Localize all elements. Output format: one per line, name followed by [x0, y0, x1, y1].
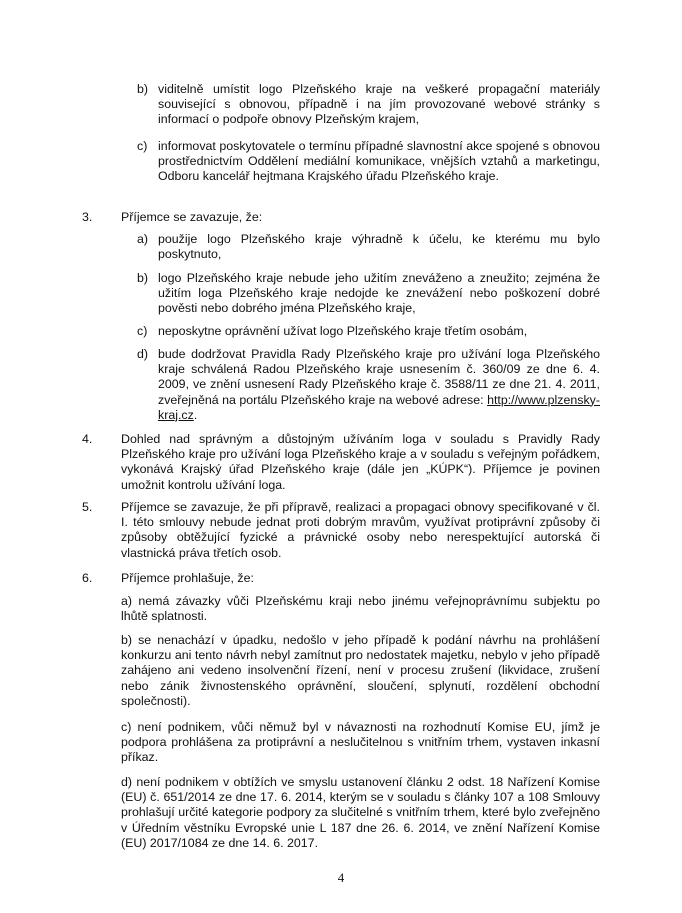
website-link[interactable]: http://www.plzensky-kraj.cz: [158, 392, 600, 422]
item-4-number: 4.: [82, 432, 93, 446]
item-2b-label: b): [137, 82, 149, 96]
item-3-number: 3.: [82, 210, 93, 224]
item-6a-text: a) nemá závazky vůči Plzeňskému kraji nebo jinému veřejnoprávnímu subjektu po lhůtě splatnosti.: [121, 594, 600, 624]
page-number: 4: [337, 870, 345, 885]
item-3c-label: c): [137, 324, 148, 338]
item-2c-text: informovat poskytovatele o termínu případné slavnostní akce spojené s obnovou prostřednictvím Oddělení mediální komunikace, vnějších vztahů a marketingu, Odboru kancelář hejtmana Krajského úřadu Plzeňského kraje.: [158, 139, 600, 184]
item-6-intro: Příjemce prohlašuje, že:: [121, 571, 254, 585]
item-2c-label: c): [137, 139, 148, 153]
item-3d-end: .: [193, 407, 198, 422]
item-6b-text: b) se nenachází v úpadku, nedošlo v jeho případě k podání návrhu na prohlášení konkurzu ani tento návrh nebyl zamítnut pro nedostatek majetku, nebylo v jeho případě zahájeno ani vedeno insolvenční řízení, není v procesu zrušení (likvidace, zrušení nebo zánik živnostenského oprávnění, sloučení, splynutí, rozdělení obchodní společnosti).: [121, 633, 600, 708]
item-3c-text: neposkytne oprávnění užívat logo Plzeňského kraje třetím osobám,: [158, 324, 528, 338]
item-6-number: 6.: [82, 571, 93, 585]
item-2b-text: viditelně umístit logo Plzeňského kraje na veškeré propagační materiály související s obnovou, případně i na jím provozované webové stránky s informací o podpoře obnovy Plzeňským krajem,: [158, 82, 600, 127]
item-6d-text: d) není podnikem v obtížích ve smyslu ustanovení článku 2 odst. 18 Nařízení Komise (EU) č. 651/2014 ze dne 17. 6. 2014, kterým se v souladu s články 107 a 108 Smlouvy prohlašují určité kategorie podpory za slučitelné s vnitřním trhem, které bylo zveřejněno v Úředním věstníku Evropské unie L 187 dne 26. 6. 2014, ve znění Nařízení Komise (EU) 2017/1084 ze dne 14. 6. 2017.: [121, 775, 600, 850]
item-5-number: 5.: [82, 500, 93, 514]
item-5-text: Příjemce se zavazuje, že při přípravě, realizaci a propagaci obnovy specifikované v čl. I. této smlouvy nebude jednat proti dobrým mravům, využívat protiprávní způsoby či způsoby obtěžující fyzické a právnické osoby nebo nerespektující autorská či vlastnická práva třetích osob.: [121, 500, 600, 560]
item-3d-body: bude dodržovat Pravidla Rady Plzeňského kraje pro užívání loga Plzeňského kraje schválená Radou Plzeňského kraje usnesením č. 360/09 ze dne 6. 4. 2009, ve znění usnesení Rady Plzeňského kraje č. 3588/11 ze dne 21. 4. 2011, zveřejněná na portálu Plzeňského kraje na webové adrese:: [158, 347, 600, 407]
item-3d-text: [158, 347, 600, 423]
item-3b-label: b): [137, 271, 149, 285]
item-4-text: Dohled nad správným a důstojným užíváním loga v souladu s Pravidly Rady Plzeňského kraje pro užívání loga Plzeňského kraje a v souladu s veřejným pořádkem, vykonává Krajský úřad Plzeňského kraje (dále jen „KÚPK“). Příjemce je povinen umožnit kontrolu užívání loga.: [121, 432, 600, 492]
item-3-intro: Příjemce se zavazuje, že:: [121, 210, 263, 224]
item-6c-text: c) není podnikem, vůči němuž byl v návaznosti na rozhodnutí Komise EU, jímž je podpora prohlášena za protiprávní a neslučitelnou s vnitřním trhem, vystaven inkasní příkaz.: [121, 720, 600, 765]
item-3d-label: d): [137, 347, 149, 361]
item-3a-label: a): [137, 232, 149, 246]
item-3b-text: logo Plzeňského kraje nebude jeho užitím zneváženo a zneužito; zejména že užitím loga Plzeňského kraje nedojde ke znevážení nebo poškození dobré pověsti nebo dobrého jména Plzeňského kraje,: [158, 271, 600, 316]
item-3a-text: použije logo Plzeňského kraje výhradně k účelu, ke kterému mu bylo poskytnuto,: [158, 232, 600, 262]
